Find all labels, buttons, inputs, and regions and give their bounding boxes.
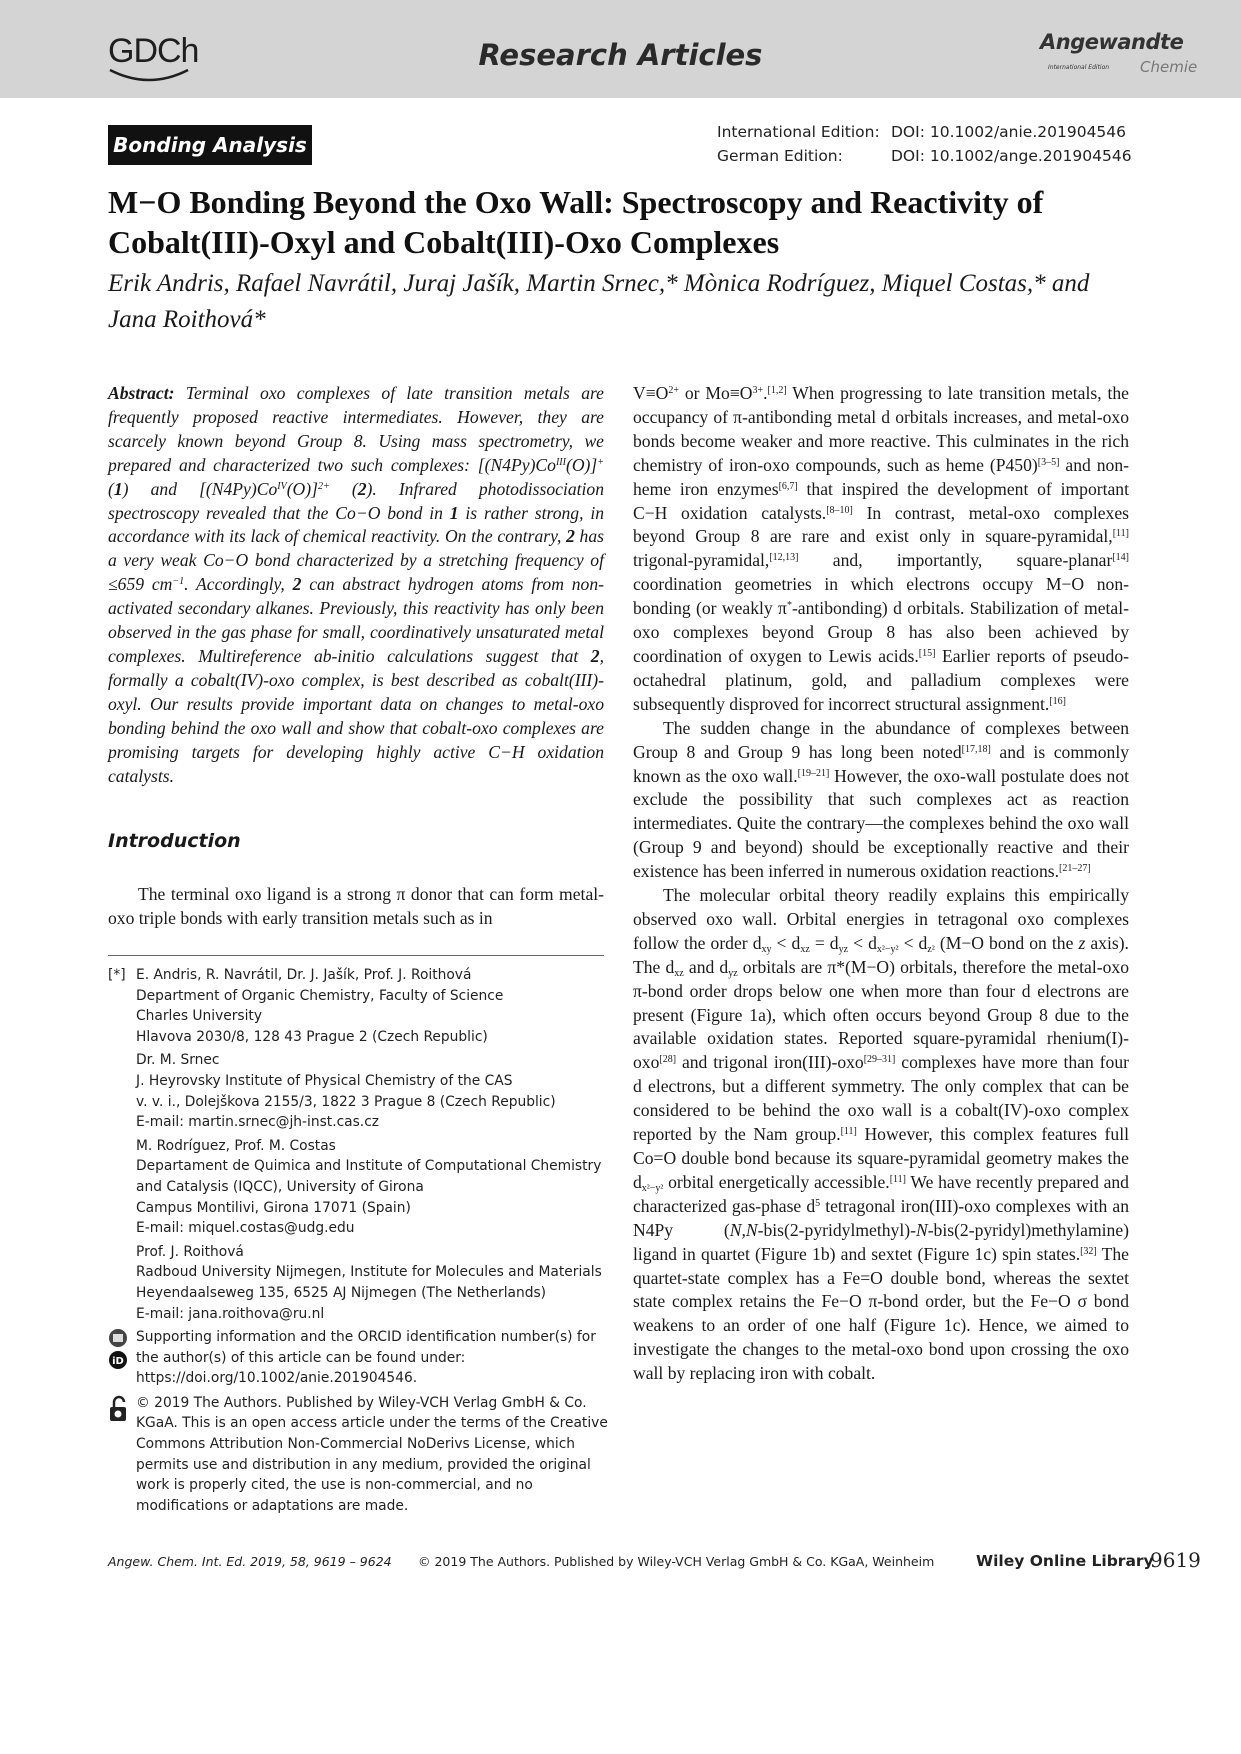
section-heading-introduction: Introduction	[108, 830, 241, 852]
footnote-mark: [*]	[108, 967, 126, 983]
gdch-logo-text: GDCh	[108, 32, 199, 70]
supporting-info-note: iD Supporting information and the ORCID identification number(s) for the author(s) of this article can be found under: https://doi.org/10.1002/anie.201904546.	[108, 1327, 608, 1389]
body-paragraph-1: $V\equiv O^{2+}$ or $Mo\equiv O^{3+}.[1,2]$ When progressing to late transition metals, the occupancy of π-antibonding metal d orbitals increases, and metal-oxo bonds become weaker and more reactive. This culminates in the rich chemistry of iron-oxo compounds, such as heme (P450)[3–5] and non-heme iron enzymes[6,7] that inspired the development of important C−H oxidation catalysts.[8–10] In contrast, metal-oxo complexes beyond Group 8 are rare and exist only in square-pyramidal,[11] trigonal-pyramidal,[12,13] and, importantly, square-planar[14] coordination geometries in which electrons occupy M−O non-bonding (or weakly π*-antibonding) d orbitals. Stabilization of metal-oxo complexes beyond Group 8 has also been achieved by coordination of oxygen to Lewis acids.[15] Earlier reports of pseudo-octahedral platinum, gold, and palladium complexes were subsequently disproved for incorrect structural assignment.[16]	[633, 383, 1130, 714]
compound-ref: 1	[449, 502, 459, 523]
journal-header-band	[0, 0, 1241, 98]
svg-text:iD: iD	[112, 1356, 124, 1368]
doi-intl-value[interactable]: DOI: 10.1002/anie.201904546	[891, 123, 1127, 141]
citation-ref[interactable]: [15]	[918, 647, 936, 659]
citation-ref[interactable]: [28]	[659, 1054, 677, 1066]
citation-ref[interactable]: [6,7]	[778, 480, 798, 492]
citation-ref[interactable]: [16]	[1049, 695, 1066, 707]
doi-german-value[interactable]: DOI: 10.1002/ange.201904546	[891, 147, 1132, 165]
journal-logo-chemie: Chemie	[1140, 58, 1198, 76]
article-title: M−O Bonding Beyond the Oxo Wall: Spectroscopy and Reactivity of Cobalt(III)-Oxyl and Cobalt(III)-Oxo Complexes	[108, 184, 1044, 260]
journal-logo-name: Angewandte	[1040, 30, 1184, 54]
citation-ref[interactable]: [19–21]	[797, 767, 830, 779]
citation-ref[interactable]: [17,18]	[961, 743, 991, 755]
email-link[interactable]: E-mail: jana.roithova@ru.nl	[136, 1305, 325, 1322]
body-paragraph-3: The molecular orbital theory readily explains this empirically observed oxo wall. Orbital energies in tetragonal oxo complexes follow the order $d_{xy} < d_{xz} = d_{yz} < d_{x^2-y^2} < d_{z^2}$ (M−O bond on the z axis). The $d_{xz}$ and $d_{yz}$ orbitals are π*(M−O) orbitals, therefore the metal-oxo π-bond order drops below one when more than four d electrons are present (Figure 1a), which often occurs beyond Group 8 due to the available oxidation states. Reported square-pyramidal rhenium(I)-oxo[28] and trigonal iron(III)-oxo[29–31] complexes have more than four d electrons, but a different symmetry. The only complex that can be considered to be behind the oxo wall is a cobalt(IV)-oxo complex reported by the Nam group.[11] However, this complex features full Co=O double bond because its square-pyramidal geometry makes the $d_{x^2-y^2}$ orbital energetically accessible.[11] We have recently prepared and characterized gas-phase $d^5$ tetragonal iron(III)-oxo complexes with an N4Py (N,N-bis(2-pyridylmethyl)-N-bis(2-pyridyl)methylamine) ligand in quartet (Figure 1b) and sextet (Figure 1c) spin states.[32] The quartet-state complex has a Fe=O double bond, whereas the sextet state complex retains the Fe−O π-bond order, but the Fe−O σ bond weakens to an order of one half (Figure 1c). Hence, we aimed to investigate the changes to the metal-oxo bond upon crossing the oxo wall by replacing iron with cobalt.	[633, 885, 1129, 1384]
affiliation-2: Dr. M. Srnec J. Heyrovsky Institute of Physical Chemistry of the CAS v. v. i., Dolejškova 2155/3, 1822 3 Prague 8 (Czech Republic) E-mail: martin.srnec@jh-inst.cas.cz	[108, 1050, 608, 1132]
compound-ref: 2	[566, 526, 575, 547]
doi-international	[717, 120, 1132, 144]
author-list: Erik Andris, Rafael Navrátil, Juraj Jašík, Martin Srnec,* Mònica Rodríguez, Miquel Costas,* and Jana Roithová*	[108, 270, 1090, 333]
category-label: Bonding Analysis	[108, 125, 312, 165]
email-link[interactable]: E-mail: martin.srnec@jh-inst.cas.cz	[136, 1114, 380, 1131]
doi-german-label: German Edition:	[717, 147, 843, 165]
footnote-divider	[108, 955, 604, 956]
citation-ref[interactable]: [32]	[1080, 1245, 1097, 1257]
journal-logo	[1040, 30, 1210, 80]
compound-ref: 2	[590, 645, 600, 666]
page-number: 9619	[1150, 1548, 1201, 1572]
doi-german	[717, 144, 1132, 168]
citation-ref[interactable]: [11]	[889, 1173, 906, 1185]
section-header: Research Articles	[478, 38, 763, 72]
citation-ref[interactable]: [12,13]	[769, 552, 799, 564]
body-right-column	[633, 382, 1129, 1386]
compound-ref: 2	[292, 574, 302, 595]
intro-paragraph: The terminal oxo ligand is a strong π donor that can form metal-oxo triple bonds with early transition metals such as in	[108, 884, 604, 928]
citation-ref[interactable]: [11]	[840, 1126, 857, 1138]
body-paragraph-2: The sudden change in the abundance of complexes between Group 8 and Group 9 has long been noted[17,18] and is commonly known as the oxo wall.[19–21] However, the oxo-wall postulate does not exclude the possibility that such complexes act as reaction intermediates. Quite the contrary—the complexes behind the oxo wall (Group 9 and beyond) should be exceptionally reactive and their existence has been inferred in numerous oxidation reactions.[21–27]	[633, 717, 1130, 882]
footer-wiley-online-library[interactable]: Wiley Online Library	[976, 1552, 1154, 1570]
email-link[interactable]: E-mail: miquel.costas@udg.edu	[136, 1220, 355, 1237]
supporting-info-link[interactable]: https://doi.org/10.1002/anie.201904546.	[136, 1370, 418, 1387]
abstract-label: Abstract:	[108, 383, 175, 403]
citation-ref[interactable]: [14]	[1112, 552, 1129, 564]
citation-ref[interactable]: [8–10]	[826, 504, 853, 516]
compound-ref: 1	[113, 478, 123, 499]
citation-ref[interactable]: [1,2]	[767, 385, 787, 396]
footer-copyright: © 2019 The Authors. Published by Wiley-VCH Verlag GmbH & Co. KGaA, Weinheim	[418, 1554, 935, 1569]
affiliation-1: [*] E. Andris, R. Navrátil, Dr. J. Jašík, Prof. J. Roithová Department of Organic Chemistry, Faculty of Science Charles University Hlavova 2030/8, 128 43 Prague 2 (Czech Republic)	[108, 967, 504, 1045]
citation-ref[interactable]: [29–31]	[863, 1054, 896, 1066]
compound-ref: 2	[357, 478, 367, 499]
doi-intl-label: International Edition:	[717, 123, 880, 141]
citation-ref[interactable]: [21–27]	[1059, 863, 1091, 875]
affiliation-4: Prof. J. Roithová Radboud University Nijmegen, Institute for Molecules and Materials Heyendaalseweg 135, 6525 AJ Nijmegen (The Netherlands) E-mail: jana.roithova@ru.nl	[108, 1242, 608, 1324]
doi-block	[717, 120, 1132, 168]
page-footer	[108, 1548, 1201, 1574]
citation-ref[interactable]: [3–5]	[1037, 456, 1060, 468]
supporting-info-orcid-icon	[108, 1328, 128, 1372]
abstract: Abstract: Terminal oxo complexes of late transition metals are frequently proposed reactive intermediates. However, they are scarcely known beyond Group 8. Using mass spectrometry, we prepared and characterized two such complexes: $[(N4Py)Co^{III}(O)]^+$ (1) and $[(N4Py)Co^{IV}(O)]^{2+}$ (2). Infrared photodissociation spectroscopy revealed that the Co−O bond in 1 is rather strong, in accordance with its lack of chemical reactivity. On the contrary, 2 has a very weak Co−O bond characterized by a stretching frequency of ≤659 $cm^{-1}$. Accordingly, 2 can abstract hydrogen atoms from non-activated secondary alkanes. Previously, this reactivity has only been observed in the gas phase for small, coordinatively unsaturated metal complexes. Multireference ab-initio calculations suggest that 2, formally a cobalt(IV)-oxo complex, is best described as cobalt(III)-oxyl. Our results provide important data on changes to metal-oxo bonding behind the oxo wall and show that cobalt-oxo complexes are promising targets for developing highly active C−H oxidation catalysts.	[108, 383, 605, 786]
journal-logo-edition: International Edition	[1048, 64, 1110, 71]
author-footnotes	[108, 965, 608, 1519]
citation-ref[interactable]: [11]	[1112, 528, 1129, 540]
affiliation-3: M. Rodríguez, Prof. M. Costas Departament de Quimica and Institute of Computational Chemistry and Catalysis (IQCC), University of Girona Campus Montilivi, Girona 17071 (Spain) E-mail: miquel.costas@udg.edu	[108, 1136, 608, 1239]
footer-citation: Angew. Chem. Int. Ed. 2019, 58, 9619 – 9624	[108, 1554, 392, 1569]
license-note: © 2019 The Authors. Published by Wiley-VCH Verlag GmbH & Co. KGaA. This is an open access article under the terms of the Creative Commons Attribution Non-Commercial NoDerivs License, which permits use and distribution in any medium, provided the original work is properly cited, the use is non-commercial, and no modifications or adaptations are made.	[108, 1393, 608, 1517]
open-access-lock-icon	[108, 1395, 130, 1425]
